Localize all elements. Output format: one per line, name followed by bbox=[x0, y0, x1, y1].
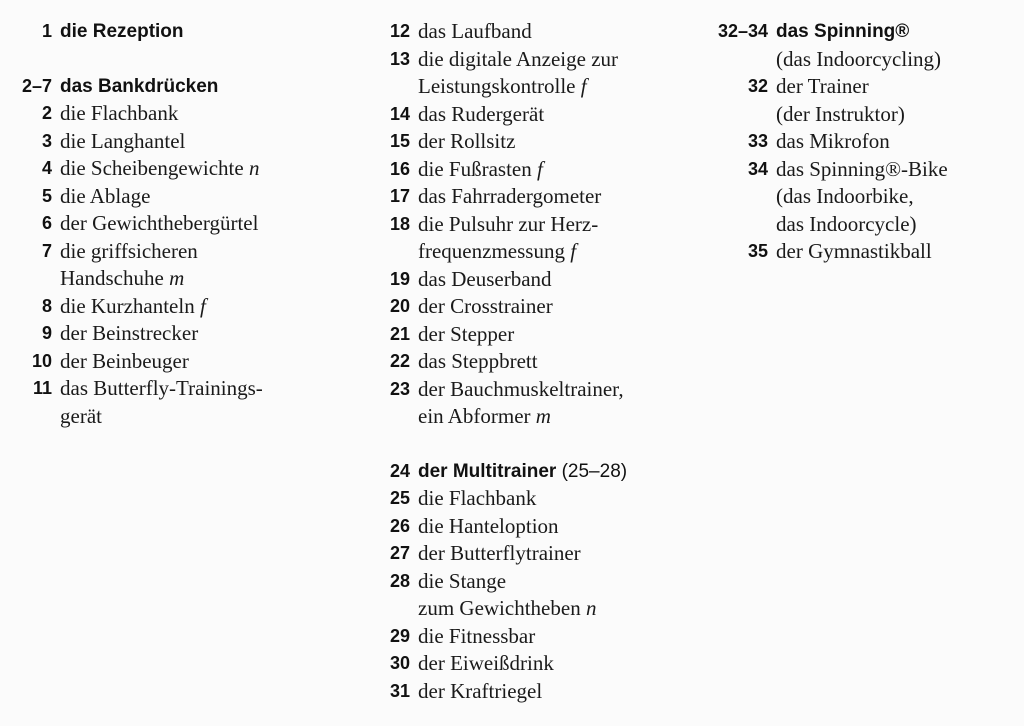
entry-text bbox=[768, 156, 1020, 239]
entry-line bbox=[60, 183, 330, 211]
entry-line bbox=[418, 266, 690, 294]
entry-line bbox=[418, 101, 690, 129]
spacer bbox=[0, 46, 330, 73]
glossary-entry bbox=[360, 266, 690, 294]
entry-line bbox=[418, 238, 690, 266]
entry-term: das Bankdrücken bbox=[60, 75, 219, 97]
entry-term: das Steppbrett bbox=[418, 349, 538, 373]
entry-number: 3 bbox=[41, 130, 52, 151]
entry-term: (das Indoorbike, bbox=[776, 184, 914, 208]
entry-text bbox=[410, 513, 690, 541]
entry-number: 16 bbox=[389, 158, 410, 179]
glossary-entry bbox=[0, 348, 330, 376]
entry-line bbox=[418, 376, 690, 404]
entry-line bbox=[60, 18, 330, 46]
entry-term: der Gymnastikball bbox=[776, 239, 932, 263]
entry-text bbox=[52, 183, 330, 211]
glossary-entry bbox=[360, 376, 690, 431]
entry-text bbox=[52, 128, 330, 156]
entry-text bbox=[52, 320, 330, 348]
glossary-entry bbox=[0, 293, 330, 321]
entry-number: 24 bbox=[389, 460, 410, 481]
entry-term: die Langhantel bbox=[60, 128, 186, 153]
section-heading bbox=[360, 458, 690, 486]
glossary-entry bbox=[0, 210, 330, 238]
glossary-entry bbox=[360, 156, 690, 184]
entry-term: der Rollsitz bbox=[418, 129, 516, 153]
glossary-entry bbox=[360, 321, 690, 349]
entry-term: der Bauchmuskeltrainer, bbox=[418, 376, 624, 401]
glossary-entry bbox=[360, 18, 690, 46]
entry-line bbox=[776, 183, 1020, 211]
section-heading bbox=[0, 18, 330, 46]
glossary-entry bbox=[360, 678, 690, 706]
entry-number: 20 bbox=[389, 296, 410, 316]
entry-subline: (das Indoorcycling) bbox=[776, 46, 942, 71]
glossary-entry bbox=[0, 183, 330, 211]
glossary-entry bbox=[0, 320, 330, 348]
entry-line bbox=[776, 211, 1020, 239]
entry-term: frequenzmessung bbox=[418, 239, 565, 263]
entry-text bbox=[52, 375, 330, 430]
glossary-entry bbox=[360, 101, 690, 129]
section-range-note: (25–28) bbox=[561, 460, 628, 482]
entry-line bbox=[418, 458, 690, 486]
grammatical-gender: f bbox=[570, 239, 577, 263]
grammatical-gender: n bbox=[585, 596, 597, 620]
entry-term: die digitale Anzeige zur bbox=[418, 46, 619, 71]
entry-line bbox=[418, 485, 690, 513]
entry-number: 10 bbox=[31, 350, 52, 371]
glossary-entry bbox=[0, 375, 330, 430]
entry-line bbox=[60, 320, 330, 348]
entry-line bbox=[776, 101, 1020, 129]
entry-text bbox=[410, 266, 690, 294]
entry-line bbox=[418, 211, 690, 239]
entry-term: Handschuhe bbox=[60, 266, 164, 290]
glossary-entry bbox=[690, 238, 1020, 266]
entry-line bbox=[418, 595, 690, 623]
entry-term: der Trainer bbox=[776, 74, 869, 98]
entry-text bbox=[410, 293, 690, 321]
entry-number: 33 bbox=[747, 131, 768, 151]
entry-text bbox=[410, 321, 690, 349]
section-heading bbox=[690, 18, 1020, 73]
entry-term: das Deuserband bbox=[418, 266, 552, 291]
entry-line bbox=[60, 348, 330, 376]
entry-term: die Fitnessbar bbox=[418, 623, 536, 648]
entry-line bbox=[418, 348, 690, 376]
spacer bbox=[360, 431, 690, 458]
entry-text bbox=[768, 73, 1020, 128]
entry-line bbox=[60, 265, 330, 293]
entry-number: 5 bbox=[41, 185, 52, 206]
entry-text bbox=[410, 348, 690, 376]
entry-line bbox=[418, 623, 690, 651]
entry-number: 29 bbox=[389, 625, 410, 646]
entry-number: 18 bbox=[389, 213, 410, 234]
glossary-entry bbox=[360, 46, 690, 101]
entry-number: 12 bbox=[389, 21, 410, 41]
glossary-column-left bbox=[0, 18, 330, 430]
glossary-entry bbox=[360, 623, 690, 651]
entry-text bbox=[52, 100, 330, 128]
entry-line bbox=[418, 321, 690, 349]
entry-number: 26 bbox=[389, 515, 410, 536]
entry-term: der Multitrainer bbox=[418, 460, 557, 482]
entry-text bbox=[52, 238, 330, 293]
entry-term: das Indoorcycle) bbox=[776, 211, 917, 236]
entry-number: 22 bbox=[389, 351, 410, 371]
entry-number: 32–34 bbox=[717, 21, 768, 41]
entry-term: das Fahrradergometer bbox=[418, 184, 602, 208]
entry-line bbox=[60, 210, 330, 238]
entry-text bbox=[410, 128, 690, 156]
entry-number: 31 bbox=[389, 680, 410, 701]
entry-text bbox=[410, 156, 690, 184]
entry-line bbox=[418, 18, 690, 46]
entry-line bbox=[60, 375, 330, 403]
entry-number: 25 bbox=[389, 488, 410, 508]
entry-term: der Gewichthebergürtel bbox=[60, 211, 259, 235]
entry-number: 8 bbox=[41, 295, 52, 316]
glossary-entry bbox=[360, 211, 690, 266]
entry-term: der Kraftriegel bbox=[418, 678, 543, 703]
entry-line bbox=[418, 73, 690, 101]
entry-line bbox=[418, 678, 690, 706]
entry-text bbox=[410, 650, 690, 678]
glossary-entry bbox=[360, 293, 690, 321]
glossary-entry bbox=[360, 485, 690, 513]
entry-term: die Stange bbox=[418, 568, 507, 593]
entry-term: die Rezeption bbox=[60, 21, 184, 42]
entry-line bbox=[60, 155, 330, 183]
glossary-entry bbox=[690, 156, 1020, 239]
entry-line bbox=[776, 238, 1020, 266]
grammatical-gender: m bbox=[169, 266, 185, 290]
entry-number: 28 bbox=[389, 570, 410, 591]
entry-term: das Rudergerät bbox=[418, 101, 545, 126]
entry-number: 1 bbox=[41, 21, 52, 41]
entry-text bbox=[410, 623, 690, 651]
entry-term: die Kurzhanteln bbox=[60, 293, 195, 318]
glossary-entry bbox=[690, 73, 1020, 128]
entry-text bbox=[52, 210, 330, 238]
entry-number: 4 bbox=[41, 158, 52, 178]
entry-line bbox=[60, 100, 330, 128]
entry-number: 14 bbox=[389, 103, 410, 124]
entry-line bbox=[418, 540, 690, 568]
entry-text bbox=[768, 18, 1020, 73]
entry-text bbox=[410, 485, 690, 513]
entry-number: 11 bbox=[32, 378, 52, 398]
entry-term: die Fußrasten bbox=[418, 156, 532, 181]
entry-term: der Eiweißdrink bbox=[418, 651, 554, 675]
entry-term: gerät bbox=[60, 403, 102, 428]
entry-term: das Mikrofon bbox=[776, 129, 890, 153]
entry-line bbox=[418, 650, 690, 678]
entry-term: das Butterfly-Trainings- bbox=[60, 376, 263, 400]
entry-line bbox=[776, 73, 1020, 101]
entry-line bbox=[60, 73, 330, 101]
entry-text bbox=[52, 155, 330, 183]
entry-text bbox=[410, 568, 690, 623]
glossary-entry bbox=[360, 513, 690, 541]
entry-line bbox=[418, 568, 690, 596]
entry-term: Leistungskontrolle bbox=[418, 74, 576, 98]
entry-line bbox=[418, 293, 690, 321]
entry-text bbox=[52, 73, 330, 101]
glossary-entry bbox=[0, 155, 330, 183]
entry-line bbox=[418, 403, 690, 431]
entry-line bbox=[418, 46, 690, 74]
grammatical-gender: f bbox=[199, 293, 206, 318]
entry-line bbox=[60, 403, 330, 431]
entry-text bbox=[52, 18, 330, 46]
entry-number: 13 bbox=[389, 48, 410, 69]
entry-term: die Flachbank bbox=[418, 486, 537, 510]
entry-term: das Spinning® bbox=[776, 21, 910, 42]
grammatical-gender: m bbox=[535, 404, 551, 428]
entry-text bbox=[410, 678, 690, 706]
entry-number: 6 bbox=[41, 213, 52, 233]
entry-term: der Butterflytrainer bbox=[418, 541, 581, 565]
entry-text bbox=[410, 18, 690, 46]
entry-term: die Flachbank bbox=[60, 101, 179, 125]
glossary-entry bbox=[360, 568, 690, 623]
entry-line bbox=[418, 513, 690, 541]
grammatical-gender: f bbox=[580, 74, 587, 98]
entry-number: 21 bbox=[389, 323, 410, 344]
glossary-entry bbox=[690, 128, 1020, 156]
entry-number: 23 bbox=[389, 378, 410, 399]
glossary-entry bbox=[0, 100, 330, 128]
entry-text bbox=[768, 128, 1020, 156]
entry-line bbox=[60, 293, 330, 321]
entry-text bbox=[410, 376, 690, 431]
glossary-column-middle bbox=[360, 18, 690, 705]
glossary-entry bbox=[0, 238, 330, 293]
glossary-column-right bbox=[690, 18, 1020, 266]
entry-line bbox=[418, 183, 690, 211]
entry-term: das Laufband bbox=[418, 19, 532, 43]
entry-line bbox=[60, 128, 330, 156]
entry-line bbox=[776, 128, 1020, 156]
entry-text bbox=[410, 211, 690, 266]
entry-term: der Crosstrainer bbox=[418, 294, 553, 318]
entry-line bbox=[418, 128, 690, 156]
entry-line bbox=[776, 156, 1020, 184]
entry-number: 9 bbox=[41, 323, 52, 343]
glossary-entry bbox=[360, 183, 690, 211]
entry-term: der Beinbeuger bbox=[60, 348, 189, 373]
entry-term: ein Abformer bbox=[418, 404, 531, 428]
entry-number: 32 bbox=[747, 76, 768, 96]
glossary-entry bbox=[360, 128, 690, 156]
entry-text bbox=[410, 183, 690, 211]
entry-term: (der Instruktor) bbox=[776, 101, 905, 126]
entry-text bbox=[410, 101, 690, 129]
entry-text bbox=[410, 540, 690, 568]
section-heading bbox=[0, 73, 330, 101]
entry-term: die Ablage bbox=[60, 183, 151, 208]
entry-term: die Pulsuhr zur Herz- bbox=[418, 211, 599, 236]
entry-number: 2 bbox=[41, 103, 52, 123]
entry-term: der Stepper bbox=[418, 321, 515, 346]
glossary-entry bbox=[360, 650, 690, 678]
entry-number: 35 bbox=[747, 241, 768, 261]
entry-number: 7 bbox=[41, 240, 52, 261]
entry-term: zum Gewichtheben bbox=[418, 596, 581, 620]
entry-term: die griffsicheren bbox=[60, 238, 198, 263]
entry-number: 34 bbox=[747, 158, 768, 179]
grammatical-gender: n bbox=[248, 156, 260, 180]
entry-line bbox=[776, 18, 1020, 46]
entry-text bbox=[410, 458, 690, 486]
entry-number: 15 bbox=[389, 131, 410, 151]
entry-line bbox=[418, 156, 690, 184]
entry-term: der Beinstrecker bbox=[60, 321, 199, 345]
entry-number: 30 bbox=[389, 653, 410, 673]
entry-number: 27 bbox=[389, 543, 410, 563]
entry-text bbox=[410, 46, 690, 101]
entry-term: das Spinning®-Bike bbox=[776, 156, 948, 181]
entry-number: 2–7 bbox=[21, 75, 52, 96]
glossary-entry bbox=[360, 540, 690, 568]
entry-text bbox=[768, 238, 1020, 266]
entry-term: die Scheibengewichte bbox=[60, 156, 244, 180]
entry-number: 17 bbox=[389, 186, 410, 206]
entry-number: 19 bbox=[389, 268, 410, 289]
entry-term: die Hanteloption bbox=[418, 513, 559, 538]
grammatical-gender: f bbox=[536, 156, 543, 181]
entry-text bbox=[52, 348, 330, 376]
glossary-entry bbox=[0, 128, 330, 156]
glossary-entry bbox=[360, 348, 690, 376]
entry-text bbox=[52, 293, 330, 321]
entry-line bbox=[60, 238, 330, 266]
